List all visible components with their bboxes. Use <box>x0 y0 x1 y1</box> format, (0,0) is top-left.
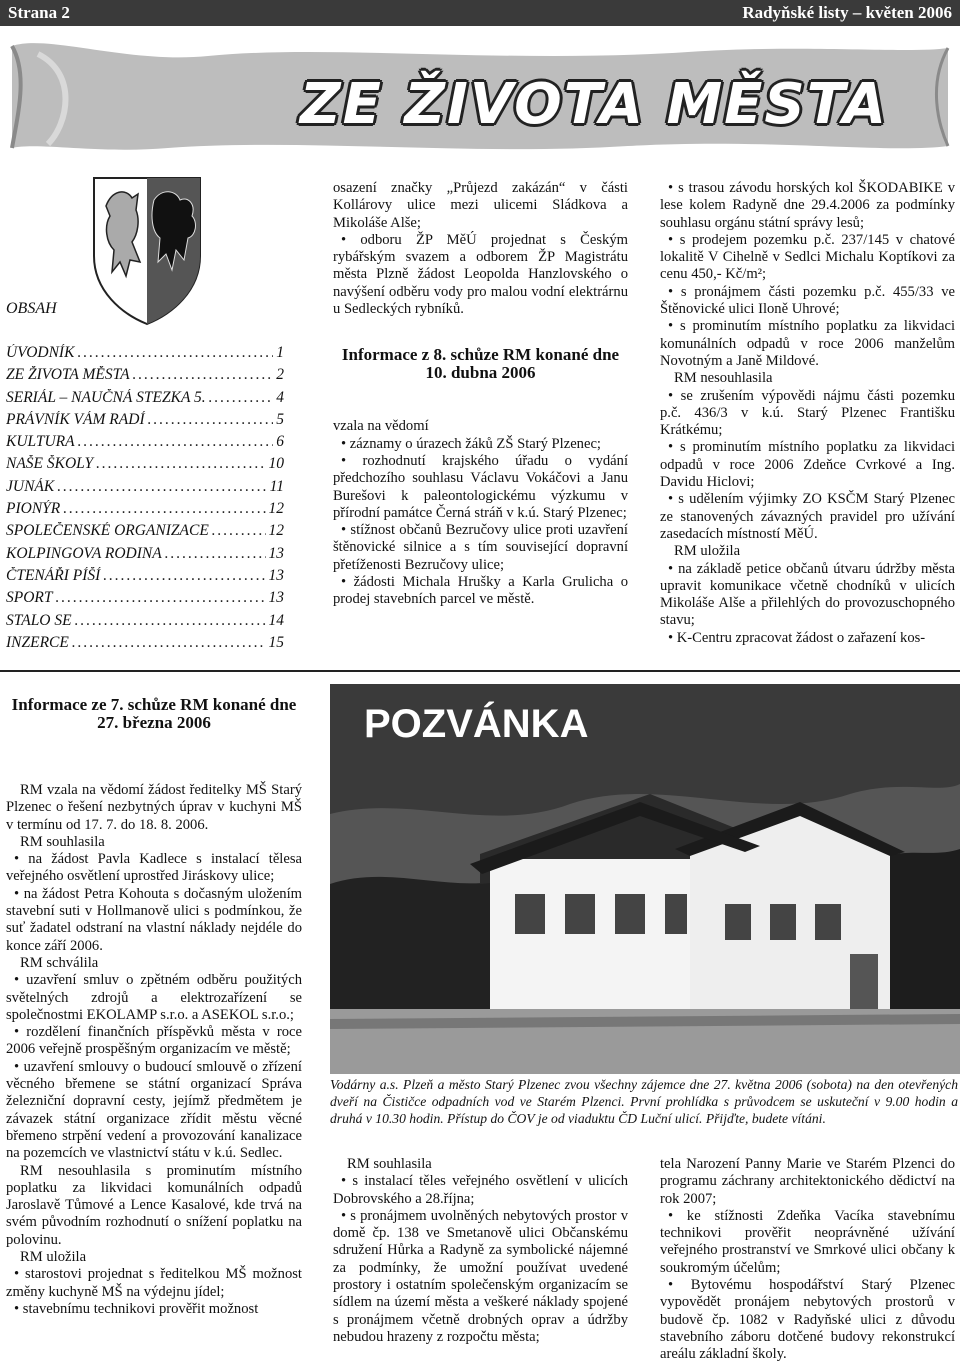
toc-item: ČTENÁŘI PÍŠÍ ..... 13 <box>6 567 284 589</box>
bullet-item: • starostovi projednat s ředitelkou MŠ možnost změny kuchyně MŠ na výdejnu jídel; <box>6 1266 302 1301</box>
article-column-2-bottom <box>333 1156 628 1346</box>
page-header <box>0 0 960 26</box>
invitation-title: POZVÁNKA <box>364 702 589 746</box>
toc-item: SPOLEČENSKÉ ORGANIZACE ..... 12 <box>6 522 284 544</box>
toc-item: JUNÁK ..... 11 <box>6 478 284 500</box>
table-of-contents <box>6 300 284 656</box>
bullet-item: • s prodejem pozemku p.č. 237/145 v chatové lokalitě V Cihelně v Sedlci Michalu Koptíkovi za cenu 450,- Kč/m²; <box>660 232 955 284</box>
bullet-item: • s trasou závodu horských kol ŠKODABIKE v lese kolem Radyně dne 29.4.2006 za podmínky souhlasu orgánu státní správy lesů; <box>660 180 955 232</box>
page-number: Strana 2 <box>8 3 70 22</box>
bullet-item: • na žádost Petra Kohouta s dočasným uložením stavební suti v Hollmanově ulici s podmínkou, že suť žadatel odstraní na vlastní náklady nejdéle do konce září 2006. <box>6 886 302 955</box>
paragraph: RM uložila <box>674 543 741 560</box>
bullet-item: • s prominutím místního poplatku za likvidaci odpadů v roce 2006 Zdeňce Cvrkové a Ing. Davidu Hiclovi; <box>660 439 955 491</box>
toc-item: KOLPINGOVA RODINA ..... 13 <box>6 545 284 567</box>
bullet-item: • na žádost Pavla Kadlece s instalací tělesa veřejného osvětlení uprostřed Jiráskovy ulice; <box>6 851 302 886</box>
bullet-item: • se zrušením výpovědi nájmu části pozemku p.č. 436/3 v k.ú. Starý Plzenec Františku Krátkému; <box>660 388 955 440</box>
invitation-photo <box>330 684 960 1074</box>
bullet-item: • uzavření smlouvy o budoucí smlouvě o zřízení věcného břemene se státní organizací Správa železniční dopravní cesty, jejímž předmětem je závazek státní organizace zřídit městu věcné břemeno strpění vedení a provozování kanalizace na pozemcích ve vlastnictví státu v k.ú. Sedlec. <box>6 1059 302 1163</box>
toc-item: INZERCE ..... 15 <box>6 634 284 656</box>
bullet-item: • K-Centru zpracovat žádost o zařazení kos- <box>660 630 955 647</box>
paragraph: RM uložila <box>20 1249 87 1266</box>
bullet-item: • s pronájmem části pozemku p.č. 455/33 ve Štěnovické ulici Iloně Uhrové; <box>660 284 955 319</box>
bullet-item: • stížnost občanů Bezručovy ulice proti uzavření štěnovické silnice a s tím související dopravní přetíženosti Bezručovy ulice; <box>333 522 628 574</box>
paragraph: RM souhlasila <box>347 1156 432 1172</box>
bullet-item: • stavebnímu technikovi prověřit možnost <box>6 1301 302 1318</box>
section-banner <box>8 34 952 156</box>
bullet-item: • uzavření smluv o zpětném odběru použitých světelných zdrojů a elektrozařízení se společnostmi EKOLAMP s.r.o. a ASEKOL s.r.o.; <box>6 972 302 1024</box>
toc-item: SPORT ..... 13 <box>6 589 284 611</box>
toc-item: SERIÁL – NAUČNÁ STEZKA 5. ..... 4 <box>6 389 284 411</box>
toc-item: PRÁVNÍK VÁM RADÍ ..... 5 <box>6 411 284 433</box>
paragraph: vzala na vědomí <box>333 418 429 435</box>
bullet-item: • Bytovému hospodářství Starý Plzenec vypovědět pronájem nebytových prostorů v budově čp. 1082 v Radyňské ulici z důvodu stavebního záboru dotčené budovy rekonstrukcí areálu základní školy. <box>660 1277 955 1363</box>
bullet-item: • žádosti Michala Hrušky a Karla Grulicha o prodej stavebních parcel ve městě. <box>333 574 628 609</box>
paragraph: RM souhlasila <box>20 833 105 850</box>
bullet-item: • odboru ŽP MěÚ projednat s Českým rybářským svazem a odborem ŽP Magistrátu města Plzně žádost Leopolda Hanzlovského o navýšení odběru vody pro malou vodní elektrárnu u Sedleckých rybníků. <box>333 232 628 318</box>
bullet-item: • rozhodnutí krajského úřadu o vydání předchozího souhlasu Václavu Vokáčovi a Janu Burešovi k paleontologickému výzkumu v přírodní památce Černá stráň v k.ú. Starý Plzenec; <box>333 453 628 522</box>
toc-item: NAŠE ŠKOLY ..... 10 <box>6 455 284 477</box>
bullet-item: • s prominutím místního poplatku za likvidaci komunálních odpadů v roce 2006 manželům Novotným a Janě Mildové. <box>660 318 955 370</box>
article-column-1-bottom <box>6 696 302 1318</box>
toc-item: ÚVODNÍK ..... 1 <box>6 344 284 366</box>
toc-item: KULTURA ..... 6 <box>6 433 284 455</box>
section-heading: Informace z 8. schůze RM konané dne 10. dubna 2006 <box>341 345 620 383</box>
bullet-item: • ke stížnosti Zdeňka Vacíka stavebnímu technikovi prověřit neoprávněné užívání veřejného prostranství ve Smrkové ulici občany k soukromým účelům; <box>660 1208 955 1277</box>
paragraph: RM schválila <box>20 954 99 971</box>
paragraph: RM vzala na vědomí žádost ředitelky MŠ Starý Plzenec o řešení nezbytných úprav v kuchyni MŠ v termínu od 17. 7. do 18. 8. 2006. <box>6 782 302 833</box>
paragraph: RM nesouhlasila s prominutím místního poplatku za likvidaci komunálních odpadů Jaroslavě Tůmové a Lence Kasalové, kde trvá na svém původním rozhodnutí o snížení poplatku na polovinu. <box>6 1162 302 1248</box>
article-column-3-top <box>660 180 955 647</box>
banner-title: ZE ŽIVOTA MĚSTA <box>300 72 888 137</box>
section-heading: Informace ze 7. schůze RM konané dne 27. března 2006 <box>11 695 297 732</box>
issue-title: Radyňské listy – květen 2006 <box>742 3 952 22</box>
article-column-3-bottom <box>660 1156 955 1364</box>
paragraph: tela Narození Panny Marie ve Starém Plzenci do programu záchrany architektonického dědictví na rok 2007; <box>660 1156 955 1207</box>
section-divider <box>0 670 960 672</box>
photo-caption: Vodárny a.s. Plzeň a město Starý Plzenec zvou všechny zájemce dne 27. května 2006 (sobota) na den otevřených dveří na Čističce odpadních vod ve Starém Plzenci. První prohlídka s průvodcem se uskuteční v 9.00 hodin a druhá v 10.30 hodin. Přístup do ČOV je od viaduktu ČD Luční ulicí. Přijďte, budete vítáni. <box>330 1077 958 1126</box>
article-column-2-top <box>333 180 628 609</box>
toc-item: ZE ŽIVOTA MĚSTA ..... 2 <box>6 366 284 388</box>
bullet-item: • s instalací těles veřejného osvětlení v ulicích Dobrovského a 28.října; <box>333 1173 628 1208</box>
bullet-item: • na základě petice občanů útvaru údržby města upravit komunikace včetně chodníků v ulicích Mikoláše Alše a přilehlých do provozuschopného stavu; <box>660 561 955 630</box>
bullet-item: • s pronájmem uvolněných nebytových prostor v domě čp. 138 ve Smetanově ulici Občanskému sdružení Hůrka a Radyně za symbolické nájemné za podmínky, že umožní používat uvedené prostory i ostatním společenským organizacím se sídlem na území města a veškeré náklady spojené s pronájmem včetně drobných oprav a údržby nebudou hrazeny z rozpočtu města; <box>333 1208 628 1346</box>
paragraph: RM nesouhlasila <box>674 370 773 387</box>
bullet-item: • rozdělení finančních příspěvků města v roce 2006 veřejně prospěšným organizacím ve městě; <box>6 1024 302 1059</box>
toc-item: STALO SE ..... 14 <box>6 612 284 634</box>
paragraph: osazení značky „Průjezd zakázán“ v části Kollárovy ulice mezi ulicemi Sládkova a Mikoláše Alše; <box>333 180 628 231</box>
toc-item: PIONÝR ..... 12 <box>6 500 284 522</box>
bullet-item: • záznamy o úrazech žáků ZŠ Starý Plzenec; <box>333 436 628 453</box>
toc-title: OBSAH <box>6 300 57 317</box>
bullet-item: • s udělením výjimky ZO KSČM Starý Plzenec ze stanovených závazných pravidel pro užívání zasedacích místností MěÚ. <box>660 491 955 543</box>
